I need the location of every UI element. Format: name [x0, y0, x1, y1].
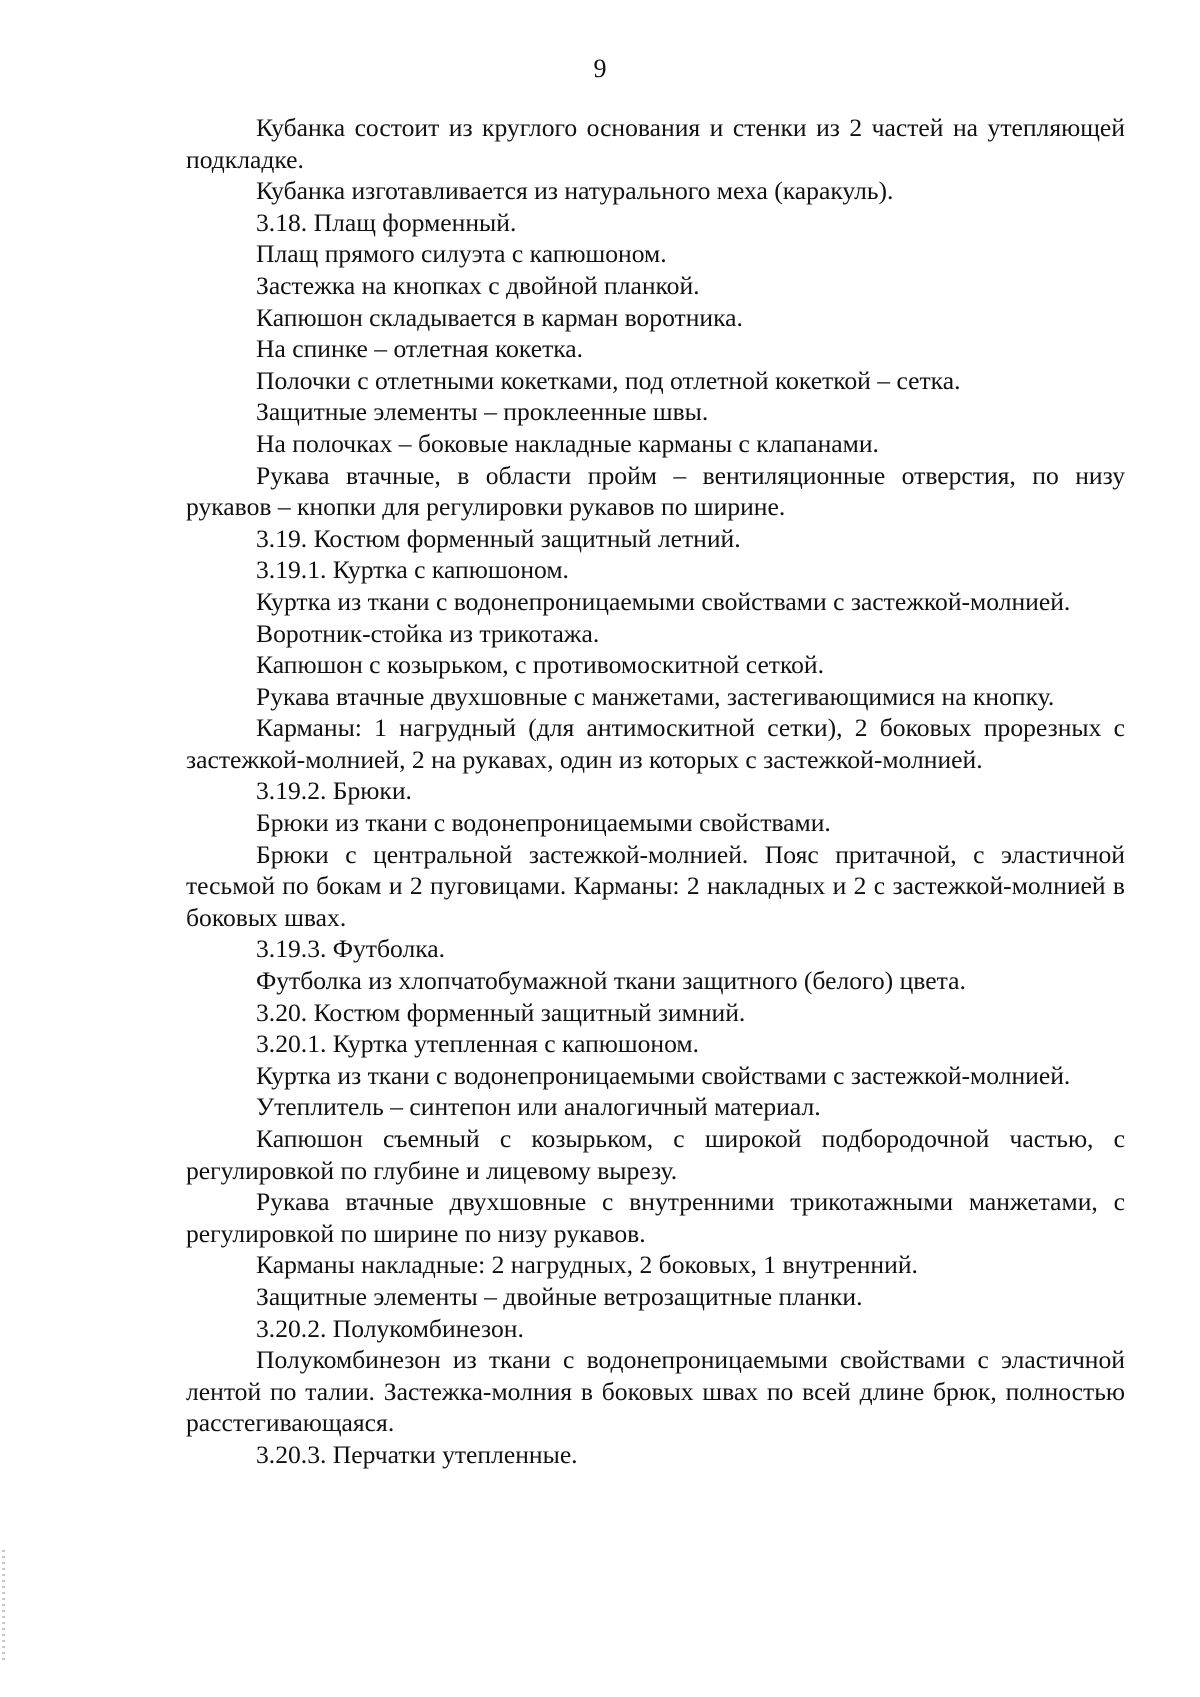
- paragraph: Капюшон с козырьком, с противомоскитной сеткой.: [256, 650, 825, 680]
- subsection-heading: 3.19.3. Футболка.: [256, 934, 446, 964]
- paragraph: Рукава втачные двухшовные с манжетами, застегивающимися на кнопку.: [256, 681, 1055, 711]
- paragraph: Утеплитель – синтепон или аналогичный материал.: [256, 1092, 821, 1122]
- subsection-heading: 3.19.2. Брюки.: [256, 776, 412, 806]
- paragraph: На спинке – отлетная кокетка.: [256, 334, 584, 364]
- section-heading: 3.19. Костюм форменный защитный летний.: [256, 523, 741, 553]
- subsection-heading: 3.20.3. Перчатки утепленные.: [256, 1439, 578, 1469]
- paragraph: Защитные элементы – проклеенные швы.: [256, 397, 709, 427]
- document-body: [186, 112, 1125, 1471]
- paragraph: Кубанка состоит из круглого основания и стенки из 2 частей на утепляющей подкладке.: [186, 113, 1125, 174]
- paragraph: Куртка из ткани с водонепроницаемыми свойствами с застежкой-молнией.: [256, 1060, 1071, 1090]
- subsection-heading: 3.20.2. Полукомбинезон.: [256, 1313, 524, 1343]
- paragraph: Кубанка изготавливается из натурального меха (каракуль).: [256, 176, 894, 206]
- section-heading: 3.20. Костюм форменный защитный зимний.: [256, 997, 746, 1027]
- paragraph: Футболка из хлопчатобумажной ткани защитного (белого) цвета.: [256, 966, 966, 996]
- paragraph: Полукомбинезон из ткани с водонепроницаемыми свойствами с эластичной лентой по талии. Застежка-молния в боковых швах по всей длине брюк, полностью расстегивающаяся.: [186, 1345, 1125, 1438]
- section-heading: 3.18. Плащ форменный.: [256, 207, 517, 237]
- subsection-heading: 3.19.1. Куртка с капюшоном.: [256, 555, 569, 585]
- page-number: 9: [593, 54, 607, 83]
- paragraph: Куртка из ткани с водонепроницаемыми свойствами с застежкой-молнией.: [256, 586, 1071, 616]
- paragraph: Рукава втачные двухшовные с внутренними трикотажными манжетами, с регулировкой по ширине по низу рукавов.: [186, 1187, 1125, 1248]
- paragraph: Плащ прямого силуэта с капюшоном.: [256, 239, 667, 269]
- paragraph: Защитные элементы – двойные ветрозащитные планки.: [256, 1281, 863, 1311]
- paragraph: Застежка на кнопках с двойной планкой.: [256, 270, 700, 300]
- subsection-heading: 3.20.1. Куртка утепленная с капюшоном.: [256, 1029, 700, 1059]
- paragraph: Брюки с центральной застежкой-молнией. Пояс притачной, с эластичной тесьмой по бокам и 2 пуговицами. Карманы: 2 накладных и 2 с застежкой-молнией в боковых швах.: [186, 839, 1125, 932]
- paragraph: Воротник-стойка из трикотажа.: [256, 618, 600, 648]
- scan-edge-mark: [2, 1550, 5, 1660]
- paragraph: На полочках – боковые накладные карманы с клапанами.: [256, 428, 879, 458]
- paragraph: Капюшон складывается в карман воротника.: [256, 302, 743, 332]
- paragraph: Капюшон съемный с козырьком, с широкой подбородочной частью, с регулировкой по глубине и лицевому вырезу.: [186, 1124, 1125, 1185]
- paragraph: Карманы накладные: 2 нагрудных, 2 боковых, 1 внутренний.: [256, 1250, 918, 1280]
- paragraph: Полочки с отлетными кокетками, под отлетной кокеткой – сетка.: [256, 365, 961, 395]
- paragraph: Рукава втачные, в области пройм – вентиляционные отверстия, по низу рукавов – кнопки для регулировки рукавов по ширине.: [186, 460, 1125, 522]
- paragraph: Брюки из ткани с водонепроницаемыми свойствами.: [256, 808, 831, 838]
- paragraph: Карманы: 1 нагрудный (для антимоскитной сетки), 2 боковых прорезных с застежкой-молнией, 2 на рукавах, один из которых с застежкой-молнией.: [186, 713, 1125, 774]
